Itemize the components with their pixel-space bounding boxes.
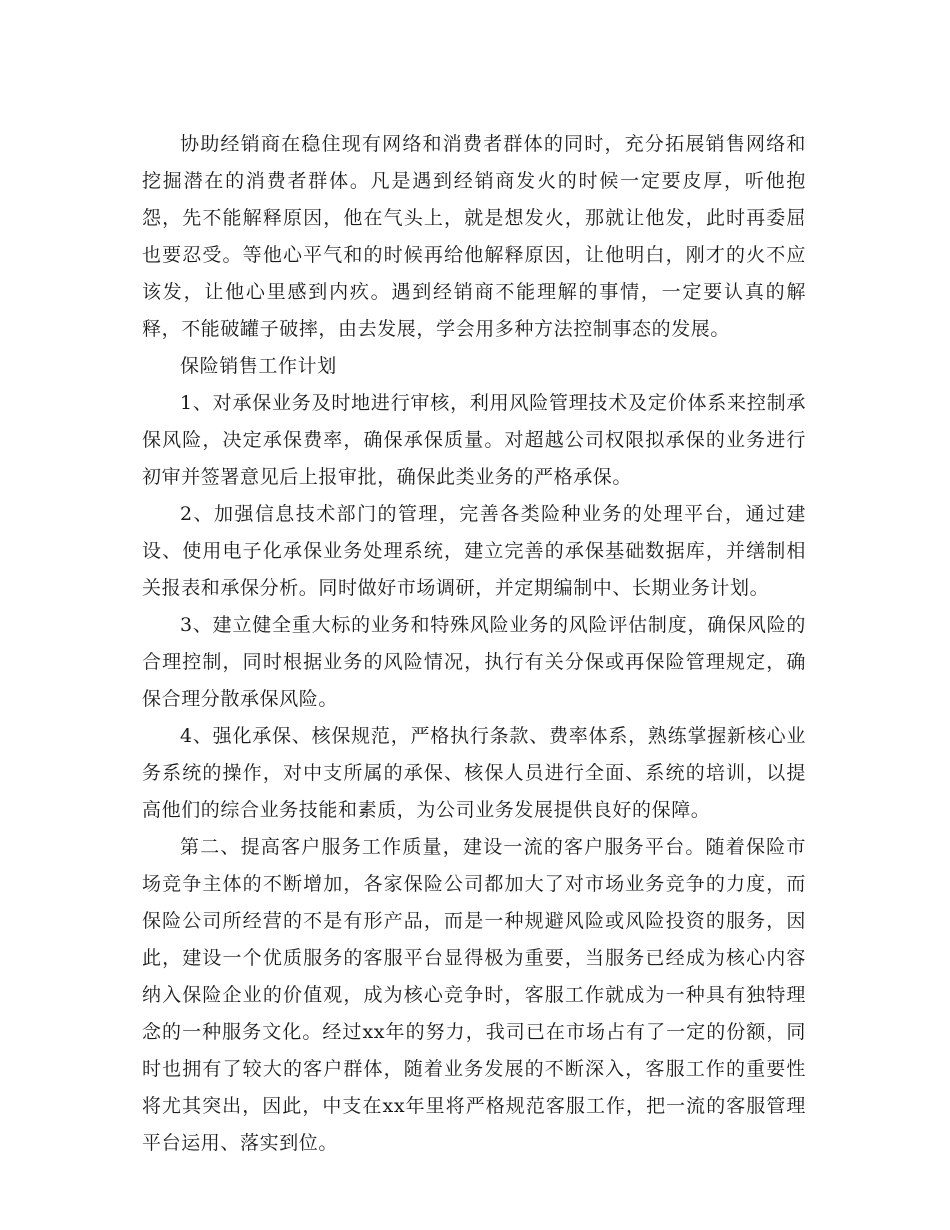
document-body (142, 126, 806, 1162)
section-heading-insurance-sales-plan: 保险销售工作计划 (180, 355, 337, 377)
paragraph-item-2: 2、加强信息技术部门的管理，完善各类险种业务的处理平台，通过建设、使用电子化承保业务处理系统，建立完善的承保基础数据库，并缮制相关报表和承保分析。同时做好市场调研，并定期编制中、长期业务计划。 (142, 503, 806, 599)
paragraph-item-3: 3、建立健全重大标的业务和特殊风险业务的风险评估制度，确保风险的合理控制，同时根据业务的风险情况，执行有关分保或再保险管理规定，确保合理分散承保风险。 (142, 614, 806, 710)
paragraph-customer-service: 第二、提高客户服务工作质量，建设一流的客户服务平台。随着保险市场竞争主体的不断增加，各家保险公司都加大了对市场业务竞争的力度，而保险公司所经营的不是有形产品，而是一种规避风险或风险投资的服务，因此，建设一个优质服务的客服平台显得极为重要，当服务已经成为核心内容纳入保险企业的价值观，成为核心竞争时，客服工作就成为一种具有独特理念的一种服务文化。经过xx年的努力，我司已在市场占有了一定的份额，同时也拥有了较大的客户群体，随着业务发展的不断深入，客服工作的重要性将尤其突出，因此，中支在xx年里将严格规范客服工作，把一流的客服管理平台运用、落实到位。 (142, 836, 806, 1154)
paragraph-dealer-support: 协助经销商在稳住现有网络和消费者群体的同时，充分拓展销售网络和挖掘潜在的消费者群体。凡是遇到经销商发火的时候一定要皮厚，听他抱怨，先不能解释原因，他在气头上，就是想发火，那就让他发，此时再委屈也要忍受。等他心平气和的时候再给他解释原因，让他明白，刚才的火不应该发，让他心里感到内疚。遇到经销商不能理解的事情，一定要认真的解释，不能破罐子破摔，由去发展，学会用多种方法控制事态的发展。 (142, 133, 806, 340)
paragraph-item-4: 4、强化承保、核保规范，严格执行条款、费率体系，熟练掌握新核心业务系统的操作，对中支所属的承保、核保人员进行全面、系统的培训，以提高他们的综合业务技能和素质，为公司业务发展提供良好的保障。 (142, 725, 806, 821)
paragraph-item-1: 1、对承保业务及时地进行审核，利用风险管理技术及定价体系来控制承保风险，决定承保费率，确保承保质量。对超越公司权限拟承保的业务进行初审并签署意见后上报审批，确保此类业务的严格承保。 (142, 392, 806, 488)
